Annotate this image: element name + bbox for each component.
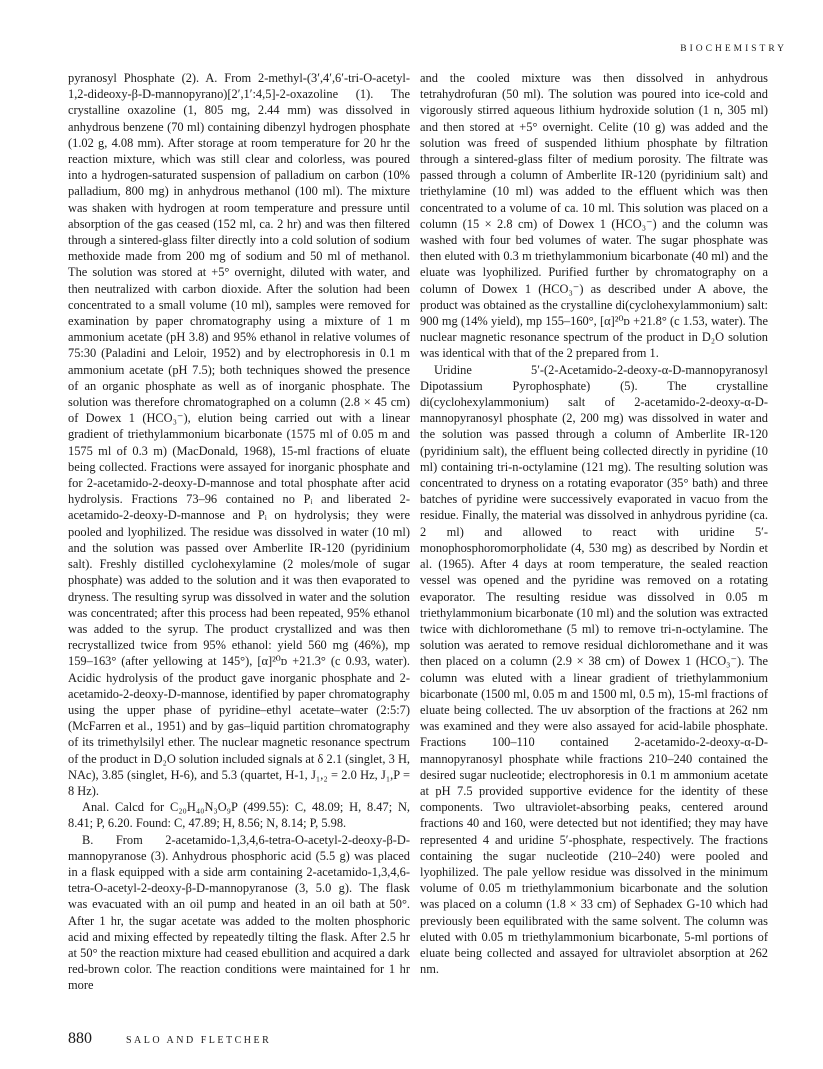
left-text-column bbox=[68, 70, 410, 994]
paragraph: Anal. Calcd for C₂₀H₄₀N₃O₉P (499.55): C, 48.09; H, 8.47; N, 8.41; P, 6.20. Found: C, 47.89; H, 8.56; N, 8.14; P, 5.98. bbox=[68, 800, 410, 831]
paragraph: Uridine 5′-(2-Acetamido-2-deoxy-α-D-mannopyranosyl Dipotassium Pyrophosphate) (5). The crystalline di(cyclohexylammonium) salt of 2-acetamido-2-deoxy-α-D-mannopyranosyl phosphate (2, 200 mg) was dissolved in water and the solution was passed through a column of Amberlite IR-120 (pyridinium salt), the effluent being collected directly in pyridine (10 ml) containing tri-n-octylamine (121 mg). The resulting solution was concentrated to dryness on a rotating evaporator (35° bath) and three batches of pyridine were successively evaporated in vacuo from the residue. Finally, the material was dissolved in anhydrous pyridine (ca. 2 ml) and allowed to react with uridine 5′-monophosphoromorpholidate (4, 530 mg) as described by Nordin et al. (1965). After 4 days at room temperature, the sealed reaction vessel was opened and the pyridine was removed on a rotating evaporator. The resulting residue was dissolved in 0.05 m triethylammonium bicarbonate (10 ml) and the solution was extracted twice with dichloromethane (5 ml) to remove tri-n-octylamine. The solution was aerated to remove residual dichloromethane and it was then placed on a column (2.9 × 38 cm) of Dowex 1 (HCO₃⁻). The column was eluted with a linear gradient of triethylammonium bicarbonate (1500 ml, 0.05 m and 1500 ml, 0.5 m), 15-ml fractions of eluate being collected. The uv absorption of the fractions at 262 nm was examined and they were also assayed for acid-labile phosphate. Fractions 100–110 contained 2-acetamido-2-deoxy-α-D-mannopyranosyl phosphate while fractions 210–240 contained the desired sugar nucleotide; electrophoresis in 0.1 m ammonium acetate at pH 7.5 provided supportive evidence for the identity of these components. Two ultraviolet-absorbing peaks, centered around fractions 40 and 160, were detected but not identified; they may have represented 4 and uridine 5′-phosphate, respectively. The fractions containing the sugar nucleotide (210–240) were pooled and lyophilized. The pale yellow residue was dissolved in the minimum volume of 0.05 m triethylammonium bicarbonate and the solution was placed on a column (1.8 × 33 cm) of Sephadex G-10 which had previously been equilibrated with the same solvent. The column was eluted with 0.05 m triethylammonium bicarbonate, 5-ml portions of eluate being collected and assayed for ultraviolet absorption at 262 nm. bbox=[420, 362, 768, 977]
journal-running-head: BIOCHEMISTRY bbox=[680, 44, 787, 54]
right-text-column bbox=[420, 70, 768, 977]
paragraph: pyranosyl Phosphate (2). A. From 2-methyl-(3′,4′,6′-tri-O-acetyl-1,2-dideoxy-β-D-mannopyrano)[2′,1′:4,5]-2-oxazoline (1). The crystalline oxazoline (1, 805 mg, 2.44 mm) was dissolved in anhydrous benzene (70 ml) containing dibenzyl hydrogen phosphate (1.02 g, 4.08 mm). After storage at room temperature for 20 hr the reaction mixture, which was still clear and colorless, was poured into a hydrogen-saturated suspension of palladium on carbon (10% palladium, 800 mg) in anhydrous methanol (100 ml). The mixture was shaken with hydrogen at room temperature and pressure until absorption of the gas ceased (152 ml, ca. 2 hr) and was then filtered through a sintered-glass filter directly into a cold solution of sodium methoxide made from 200 mg of sodium and 50 ml of methanol. The solution was stored at +5° overnight, diluted with water, and then neutralized with carbon dioxide. After the solution had been concentrated to a small volume (10 ml), samples were removed for examination by paper chromatography using a mixture of 1 m ammonium acetate (pH 3.8) and 95% ethanol in relative volumes of 75:30 (Paladini and Leloir, 1952) and by electrophoresis in 0.1 m ammonium acetate (pH 7.5); both techniques showed the presence of an organic phosphate as well as of inorganic phosphate. The solution was therefore chromatographed on a column (2.8 × 45 cm) of Dowex 1 (HCO₃⁻), elution being carried out with a linear gradient of triethylammonium bicarbonate (1575 ml of 0.05 m and 1575 ml of 0.3 m) (MacDonald, 1968), 15-ml fractions of eluate being collected. Fractions were assayed for inorganic phosphate and for 2-acetamido-2-deoxy-D-mannose and total phosphate after acid hydrolysis. Fractions 73–96 contained no Pᵢ and liberated 2-acetamido-2-deoxy-D-mannose and Pᵢ on hydrolysis; they were pooled and lyophilized. The residue was dissolved in water (10 ml) and the solution was passed over Amberlite IR-120 (pyridinium salt). Freshly distilled cyclohexylamine (2 moles/mole of sugar phosphate) was added to the solution and it was then evaporated to dryness. The resulting syrup was dissolved in water and the solution was concentrated; after this process had been repeated, 95% ethanol was added to the syrup. The product crystallized and was then recrystallized twice from 95% ethanol: yield 560 mg (46%), mp 159–163° (after yellowing at 145°), [α]²⁰ᴅ +21.3° (c 0.93, water). Acidic hydrolysis of the product gave inorganic phosphate and 2-acetamido-2-deoxy-D-mannose, identified by paper chromatography using the upper phase of pyridine–ethyl acetate–water (2:5:7) (McFarren et al., 1951) and by gas–liquid partition chromatography of its trimethylsilyl ether. The nuclear magnetic resonance spectrum of the product in D₂O solution included signals at δ 2.1 (singlet, 3 H, NAc), 3.85 (singlet, H-6), and 5.3 (quartet, H-1, J₁,₂ = 2.0 Hz, J₁,P = 8 Hz). bbox=[68, 71, 410, 798]
page-footer bbox=[68, 1030, 271, 1048]
paragraph: B. From 2-acetamido-1,3,4,6-tetra-O-acetyl-2-deoxy-β-D-mannopyranose (3). Anhydrous phosphoric acid (5.5 g) was placed in a flask equipped with a side arm containing 2-acetamido-1,3,4,6-tetra-O-acetyl-2-deoxy-β-D-mannopyranose (3, 5.0 g). The flask was evacuated with an oil pump and heated in an oil bath at 50°. After 1 hr, the sugar acetate was added to the molten phosphoric acid and mixing effected by repeatedly tilting the flask. After 2.5 hr at 50° the reaction mixture had ceased ebullition and acquired a dark red-brown color. The reaction conditions were maintained for 1 hr more bbox=[68, 832, 410, 993]
page-number: 880 bbox=[68, 1030, 92, 1047]
paragraph: and the cooled mixture was then dissolved in anhydrous tetrahydrofuran (50 ml). The solution was poured into ice-cold and vigorously stirred aqueous lithium hydroxide solution (1 n, 305 ml) and then stored at +5° overnight. Celite (10 g) was added and the solution was freed of suspended lithium phosphate by filtration through a sintered-glass filter of medium porosity. The filtrate was passed through a column of Amberlite IR-120 (pyridinium salt) and triethylamine (10 ml) was added to the effluent which was then concentrated to a volume of ca. 10 ml. This solution was placed on a column (15 × 2.8 cm) of Dowex 1 (HCO₃⁻) and the column was washed with four bed volumes of water. The sugar phosphate was then eluted with 0.3 m triethylammonium bicarbonate (40 ml) and the eluate was lyophilized. Purified further by chromatography on a column of Dowex 1 (HCO₃⁻) as described under A above, the product was obtained as the crystalline di(cyclohexylammonium) salt: 900 mg (14% yield), mp 155–160°, [α]²⁰ᴅ +21.8° (c 1.53, water). The nuclear magnetic resonance spectrum of the product in D₂O solution was identical with that of the 2 prepared from 1. bbox=[420, 71, 768, 361]
running-authors: SALO AND FLETCHER bbox=[126, 1035, 272, 1046]
